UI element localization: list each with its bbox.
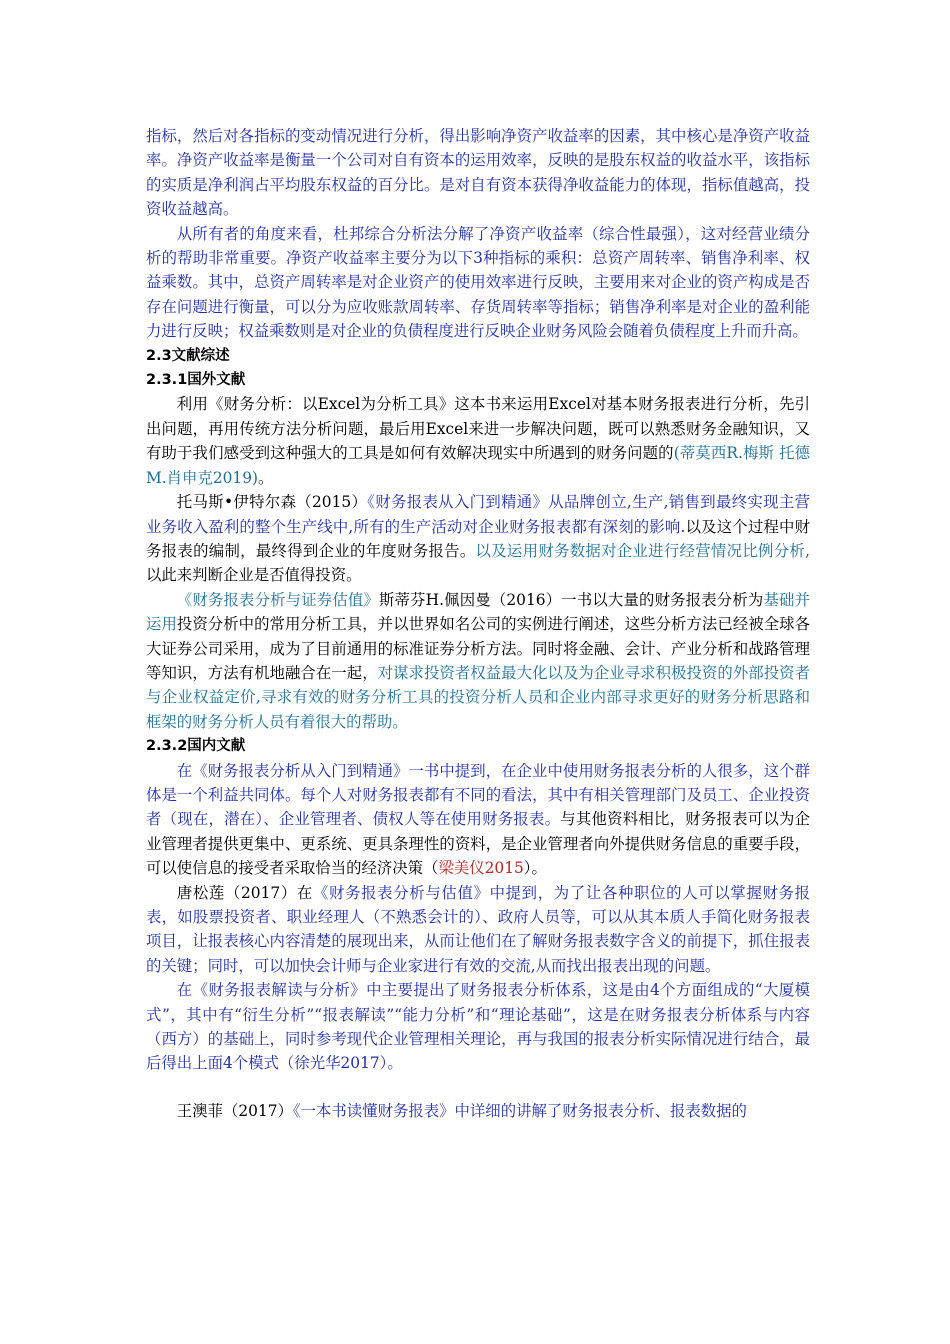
text-run: 《财务报表从入门到精通》从品牌创立,生产,销售到最终实现主营业务收入盈利的整个生产线中,所有的生产活动对企业财务报表都有深刻的影响. [146, 493, 810, 536]
citation: (蒂莫西R.梅斯 托德M.肖申克2019) [146, 444, 810, 487]
paragraph-building-model: 在《财务报表解读与分析》中主要提出了财务报表分析体系，这是由4个方面组成的“大厦模式”，其中有“衍生分析”“报表解读”“能力分析”和“理论基础”，这是在财务报表分析体系与内容（西方）的基础上，同时参考现代企业管理相关理论，再与我国的报表分析实际情况进行结合，最后得出上面4个模式（徐光华2017）。 [146, 981, 810, 1073]
paragraph-dupont-decomposition: 从所有者的角度来看，杜邦综合分析法分解了净资产收益率（综合性最强），这对经营业绩分析的帮助非常重要。净资产收益率主要分为以下3种指标的乘积：总资产周转率、销售净利率、权益乘数。其中，总资产周转率是对企业资产的使用效率进行反映，主要用来对企业的资产构成是否存在问题进行衡量，可以分为应收账款周转率、存货周转率等指标；销售净利率是对企业的盈利能力进行反映；权益乘数则是对企业的负债程度进行反映企业财务风险会随着负债程度上升而升高。 [146, 224, 810, 341]
section-heading-2-3: 2.3文献综述 [146, 347, 230, 364]
text-run: 《财务报表分析与估值》中提到，为了让各种职位的人可以掌握财务报表，如股票投资者、职业经理人（不熟悉会计的）、政府人员等，可以从其本质人手简化财务报表项目，让报表核心内容清楚的展现出来，从而让他们在了解财务报表数字含义的前提下，抓住报表的关键；同时，可以加快会计师与企业家进行有效的交流,从而找出报表出现的问题。 [146, 883, 810, 975]
text-run: 与其他资料相比，财务报表可以为企业管理者提供更集中、更系统、更具条理性的资料，是企业管理者向外提供财务信息的重要手段，可以使信息的接受者采取恰当的经济决策（ [146, 810, 810, 878]
paragraph-wang-aofei [146, 1099, 810, 1123]
text-run: 基础并运用 [146, 590, 810, 634]
citation: 梁美仪2015 [438, 859, 524, 878]
paragraph-financial-statements-users [146, 759, 810, 881]
text-run: 对谋求投资者权益最大化以及为企业寻求积极投资的外部投资者与企业权益定价,寻求有效的财务分析工具的投资分析人员和企业内部寻求更好的财务分析思路和框架的财务分析人员有着很大的帮助。 [146, 663, 810, 731]
text-run: 《一本书读懂财务报表》中详细的讲解了财务报表分析、报表数据的 [292, 1101, 747, 1120]
text-run: 以及这个过程中财务报表的编制，最终得到企业的年度财务报告。 [146, 517, 810, 560]
text-run: 投资分析中的常用分析工具，并以世界如名公司的实例进行阐述，这些分析方法已经被全球各大证券公司采用，成为了目前通用的标准证券分析方法。同时将金融、会计、产业分析和战路管理等知识，方法有机地融合在一起， [146, 615, 810, 682]
subsection-heading-2-3-2: 2.3.2国内文献 [146, 738, 246, 755]
text-run: 以此来判断企业是否值得投资。 [146, 566, 362, 585]
text-run: 《财务报表分析与证券估值》 [176, 590, 380, 609]
text-run: 在《财务报表分析从入门到精通》一书中提到，在企业中使用财务报表分析的人很多，这个群体是一个利益共同体。每个人对财务报表都有不同的看法，其中有相关管理部门及员工、企业投资者（现在，潜在）、企业管理者、债权人等在使用财务报表。 [146, 761, 810, 829]
paragraph-penman [146, 588, 810, 734]
text-run: ）。 [523, 859, 547, 878]
subsection-heading-2-3-1: 2.3.1国外文献 [146, 372, 246, 389]
paragraph-tang-songlian [146, 881, 810, 979]
paragraph-dupont-intro: 指标，然后对各指标的变动情况进行分析，得出影响净资产收益率的因素，其中核心是净资产收益率。净资产收益率是衡量一个公司对自有资本的运用效率，反映的是股东权益的收益水平，该指标的实质是净利润占平均股东权益的百分比。是对自有资本获得净收益能力的体现，指标值越高，投资收益越高。 [146, 127, 810, 219]
document-page [146, 124, 810, 1123]
text-run: 王澳菲（2017） [176, 1101, 293, 1120]
paragraph-spacer [146, 1076, 810, 1099]
text-run: 唐松莲（2017）在 [176, 883, 313, 902]
paragraph-thomas-ittelson [146, 490, 810, 588]
paragraph-excel-analysis [146, 392, 810, 490]
text-run: 以及运用财务数据对企业进行经营情况比例分析, [475, 541, 810, 560]
text-run: 利用《财务分析：以Excel为分析工具》这本书来运用Excel对基本财务报表进行分析，先引出问题，再用传统方法分析问题，最后用Excel来进一步解决问题，既可以熟悉财务金融知识，又有助于我们感受到这种强大的工具是如何有效解决现实中所遇到的财务问题的 [146, 395, 810, 463]
text-run: 斯蒂芬H.佩因曼（2016）一书以大量的财务报表分析为 [379, 590, 764, 609]
text-run: 托马斯•伊特尔森（2015） [176, 493, 368, 512]
text-run: 。 [258, 468, 274, 487]
